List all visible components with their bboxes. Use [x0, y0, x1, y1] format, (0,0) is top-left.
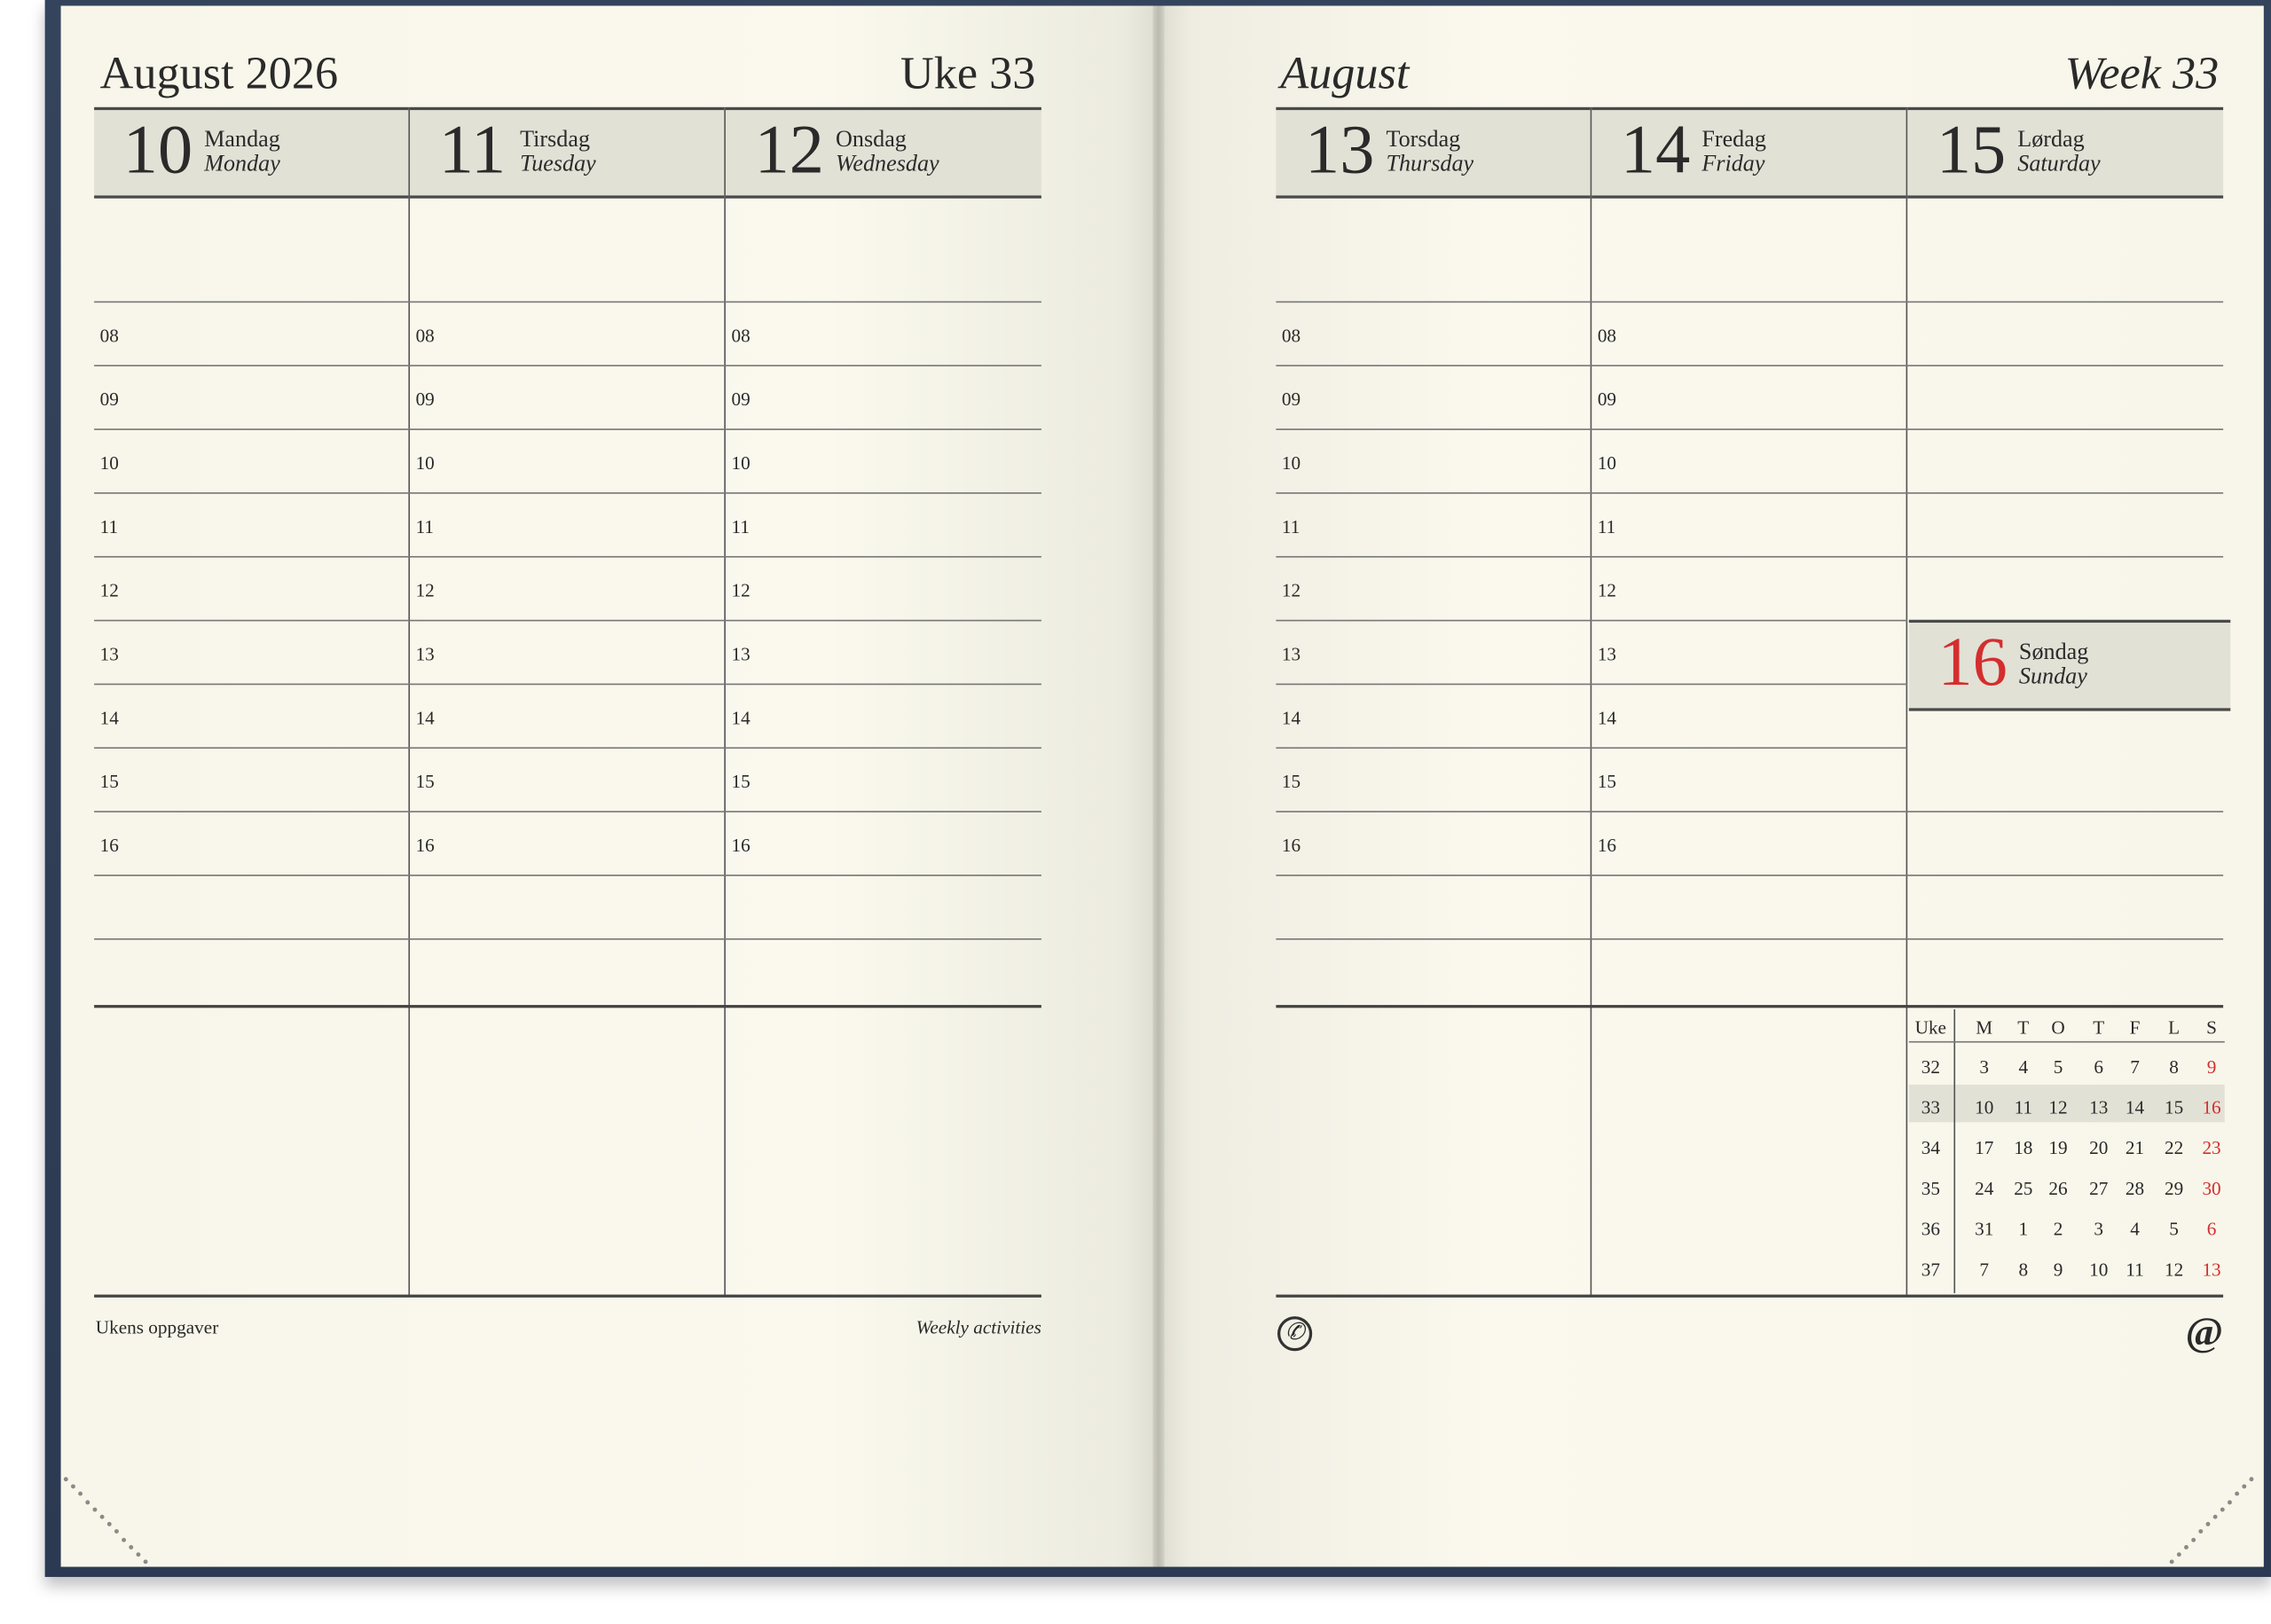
day-name-english: Wednesday: [836, 152, 939, 177]
corner-dot: [2228, 1500, 2232, 1504]
left-month-title: August 2026: [99, 46, 339, 99]
calendar-day: 28: [2125, 1177, 2145, 1199]
corner-dot: [2213, 1515, 2218, 1519]
hour-label: 09: [731, 388, 750, 411]
calendar-day: 14: [2125, 1095, 2145, 1118]
corner-dot: [2184, 1545, 2188, 1549]
day-number: 14: [1620, 111, 1691, 189]
calendar-day: 12: [2048, 1095, 2068, 1118]
calendar-day: 12: [2164, 1258, 2184, 1281]
calendar-divider: [1953, 1009, 1955, 1293]
hour-label: 10: [99, 451, 119, 474]
corner-dot: [2177, 1552, 2181, 1557]
hour-label: 12: [1281, 579, 1301, 601]
hour-label: 15: [99, 770, 119, 793]
day-number: 15: [1936, 111, 2007, 189]
calendar-day: 11: [2126, 1258, 2144, 1281]
hour-label: 08: [731, 324, 750, 347]
calendar-day: 10: [2089, 1258, 2109, 1281]
calendar-day: 9: [2206, 1055, 2217, 1078]
row-line: [1276, 811, 2223, 812]
hour-label: 11: [99, 515, 119, 537]
hour-label: 11: [1281, 515, 1301, 537]
calendar-divider: [1909, 1041, 2225, 1043]
row-line: [94, 938, 1041, 940]
calendar-day: 3: [1979, 1055, 1990, 1078]
day-name: Torsdag: [1386, 127, 1461, 153]
row-line: [94, 747, 1041, 749]
calendar-day: 31: [1975, 1218, 1994, 1240]
corner-dot: [2191, 1537, 2196, 1542]
calendar-day: 7: [1979, 1258, 1990, 1281]
hour-label: 10: [1281, 451, 1301, 474]
corner-dot: [122, 1537, 126, 1542]
day-name: Fredag: [1701, 127, 1766, 153]
hour-label: 16: [415, 834, 435, 856]
calendar-day: 19: [2048, 1136, 2068, 1159]
hour-label: 16: [1597, 834, 1617, 856]
hour-label: 14: [1281, 706, 1301, 729]
day-name-english: Sunday: [2018, 664, 2087, 690]
calendar-day: 10: [1975, 1095, 1994, 1118]
calendar-day: 2: [2053, 1218, 2063, 1240]
hour-label: 09: [1597, 388, 1617, 411]
column-divider: [1591, 107, 1592, 1296]
calendar-day: 3: [2094, 1218, 2104, 1240]
calendar-day: 6: [2206, 1218, 2217, 1240]
hour-label: 10: [731, 451, 750, 474]
hour-label: 08: [1281, 324, 1301, 347]
row-line: [94, 492, 1041, 494]
day-name: Lørdag: [2017, 127, 2085, 153]
hour-label: 13: [731, 642, 750, 665]
corner-dot: [85, 1500, 90, 1504]
day-header-sunday: [1909, 620, 2230, 711]
calendar-day: 13: [2089, 1095, 2109, 1118]
calendar-weekday-label: L: [2168, 1016, 2181, 1039]
hour-label: 11: [415, 515, 435, 537]
row-line: [1276, 302, 2223, 303]
hour-label: 10: [415, 451, 435, 474]
section-divider: [1276, 1005, 2223, 1008]
calendar-weekday-label: T: [2017, 1016, 2030, 1039]
calendar-day: 24: [1975, 1177, 1994, 1199]
calendar-day: 4: [2018, 1055, 2029, 1078]
row-line: [1276, 492, 2223, 494]
calendar-week-number: 34: [1921, 1136, 1940, 1159]
calendar-week-number: 37: [1921, 1258, 1940, 1281]
calendar-week-number: 35: [1921, 1177, 1940, 1199]
corner-dot: [2220, 1507, 2225, 1511]
hour-label: 15: [415, 770, 435, 793]
hour-label: 11: [1597, 515, 1616, 537]
at-sign-icon: @: [2185, 1310, 2224, 1356]
hour-label: 09: [415, 388, 435, 411]
hour-label: 08: [99, 324, 119, 347]
row-line: [1276, 747, 1907, 749]
hour-label: 14: [731, 706, 750, 729]
hour-label: 13: [1597, 642, 1617, 665]
hour-label: 09: [99, 388, 119, 411]
calendar-day: 9: [2053, 1258, 2063, 1281]
row-line: [1276, 365, 2223, 366]
calendar-day: 6: [2094, 1055, 2104, 1078]
calendar-day: 13: [2202, 1258, 2221, 1281]
calendar-week-label: Uke: [1914, 1016, 1947, 1039]
calendar-weekday-label: F: [2129, 1016, 2141, 1039]
calendar-day: 18: [2014, 1136, 2033, 1159]
day-name: Onsdag: [836, 127, 907, 153]
row-line: [94, 875, 1041, 876]
day-header-monday: [94, 107, 408, 199]
calendar-weekday-label: M: [1976, 1016, 1993, 1039]
hour-label: 16: [1281, 834, 1301, 856]
row-line: [1276, 428, 2223, 430]
corner-dot: [2250, 1477, 2254, 1481]
row-line: [94, 684, 1041, 686]
right-week-title: Week 33: [2064, 46, 2220, 99]
hour-label: 13: [99, 642, 119, 665]
hour-label: 15: [1597, 770, 1617, 793]
row-line: [1276, 556, 2223, 558]
row-line: [94, 556, 1041, 558]
calendar-day: 16: [2202, 1095, 2221, 1118]
hour-label: 09: [1281, 388, 1301, 411]
right-page: [1157, 6, 2263, 1567]
hour-label: 15: [731, 770, 750, 793]
row-line: [1276, 620, 1907, 622]
phone-icon: ✆: [1277, 1316, 1312, 1351]
book-gutter: [1153, 6, 1165, 1567]
calendar-day: 15: [2164, 1095, 2184, 1118]
hour-label: 15: [1281, 770, 1301, 793]
day-header-friday: [1591, 107, 1906, 199]
day-header-wednesday: [726, 107, 1041, 199]
right-month-title: August: [1280, 46, 1410, 99]
hour-label: 14: [415, 706, 435, 729]
calendar-day: 25: [2014, 1177, 2033, 1199]
hour-label: 13: [415, 642, 435, 665]
day-number: 16: [1937, 624, 2008, 702]
row-line: [1276, 875, 2223, 876]
corner-dot: [136, 1552, 140, 1557]
corner-dot: [64, 1477, 68, 1481]
left-week-title: Uke 33: [900, 46, 1036, 99]
day-name-english: Saturday: [2017, 152, 2101, 177]
hour-label: 12: [731, 579, 750, 601]
hour-label: 08: [1597, 324, 1617, 347]
calendar-day: 7: [2130, 1055, 2140, 1078]
calendar-day: 27: [2089, 1177, 2109, 1199]
hour-label: 12: [99, 579, 119, 601]
weekly-activities-label: Weekly activities: [915, 1316, 1041, 1338]
hour-label: 14: [1597, 706, 1617, 729]
row-line: [94, 428, 1041, 430]
calendar-day: 5: [2053, 1055, 2063, 1078]
hour-label: 08: [415, 324, 435, 347]
calendar-day: 29: [2164, 1177, 2184, 1199]
row-line: [94, 620, 1041, 622]
column-divider: [408, 107, 410, 1296]
day-name-english: Thursday: [1386, 152, 1474, 177]
calendar-week-number: 33: [1921, 1095, 1940, 1118]
column-divider: [1906, 107, 1908, 1296]
mini-calendar: [1909, 1009, 2225, 1293]
calendar-week-number: 32: [1921, 1055, 1940, 1078]
hour-label: 14: [99, 706, 119, 729]
day-number: 13: [1305, 111, 1375, 189]
day-header-tuesday: [410, 107, 724, 199]
row-line: [1276, 684, 1907, 686]
hour-label: 11: [731, 515, 750, 537]
column-divider: [724, 107, 726, 1296]
day-number: 11: [438, 111, 507, 189]
row-line: [94, 811, 1041, 812]
section-divider: [94, 1005, 1041, 1008]
calendar-day: 26: [2048, 1177, 2068, 1199]
hour-label: 16: [99, 834, 119, 856]
calendar-day: 8: [2018, 1258, 2029, 1281]
calendar-day: 17: [1975, 1136, 1994, 1159]
day-number: 12: [754, 111, 824, 189]
calendar-week-number: 36: [1921, 1218, 1940, 1240]
day-name: Søndag: [2018, 639, 2089, 665]
corner-dot: [129, 1545, 133, 1549]
calendar-day: 23: [2202, 1136, 2221, 1159]
calendar-weekday-label: S: [2206, 1016, 2217, 1039]
day-name-english: Tuesday: [520, 152, 596, 177]
calendar-day: 5: [2169, 1218, 2179, 1240]
row-line: [94, 302, 1041, 303]
day-name-english: Monday: [204, 152, 280, 177]
day-header-thursday: [1276, 107, 1590, 199]
day-header-saturday: [1907, 107, 2223, 199]
hour-label: 13: [1281, 642, 1301, 665]
calendar-day: 8: [2169, 1055, 2179, 1078]
row-line: [1276, 938, 2223, 940]
corner-dot: [100, 1515, 105, 1519]
calendar-day: 21: [2125, 1136, 2145, 1159]
weekly-tasks-label: Ukens oppgaver: [95, 1316, 219, 1338]
hour-label: 12: [1597, 579, 1617, 601]
corner-dot: [92, 1507, 97, 1511]
calendar-weekday-label: O: [2051, 1016, 2065, 1039]
day-name-english: Friday: [1701, 152, 1765, 177]
calendar-day: 1: [2018, 1218, 2029, 1240]
calendar-day: 30: [2202, 1177, 2221, 1199]
calendar-day: 11: [2014, 1095, 2033, 1118]
calendar-day: 20: [2089, 1136, 2109, 1159]
day-name: Tirsdag: [520, 127, 590, 153]
calendar-day: 22: [2164, 1136, 2184, 1159]
calendar-weekday-label: T: [2093, 1016, 2105, 1039]
day-name: Mandag: [204, 127, 280, 153]
calendar-day: 4: [2130, 1218, 2140, 1240]
hour-label: 10: [1597, 451, 1617, 474]
section-divider: [1276, 1295, 2223, 1298]
hour-label: 12: [415, 579, 435, 601]
day-number: 10: [122, 111, 193, 189]
section-divider: [94, 1295, 1041, 1298]
row-line: [94, 365, 1041, 366]
hour-label: 16: [731, 834, 750, 856]
